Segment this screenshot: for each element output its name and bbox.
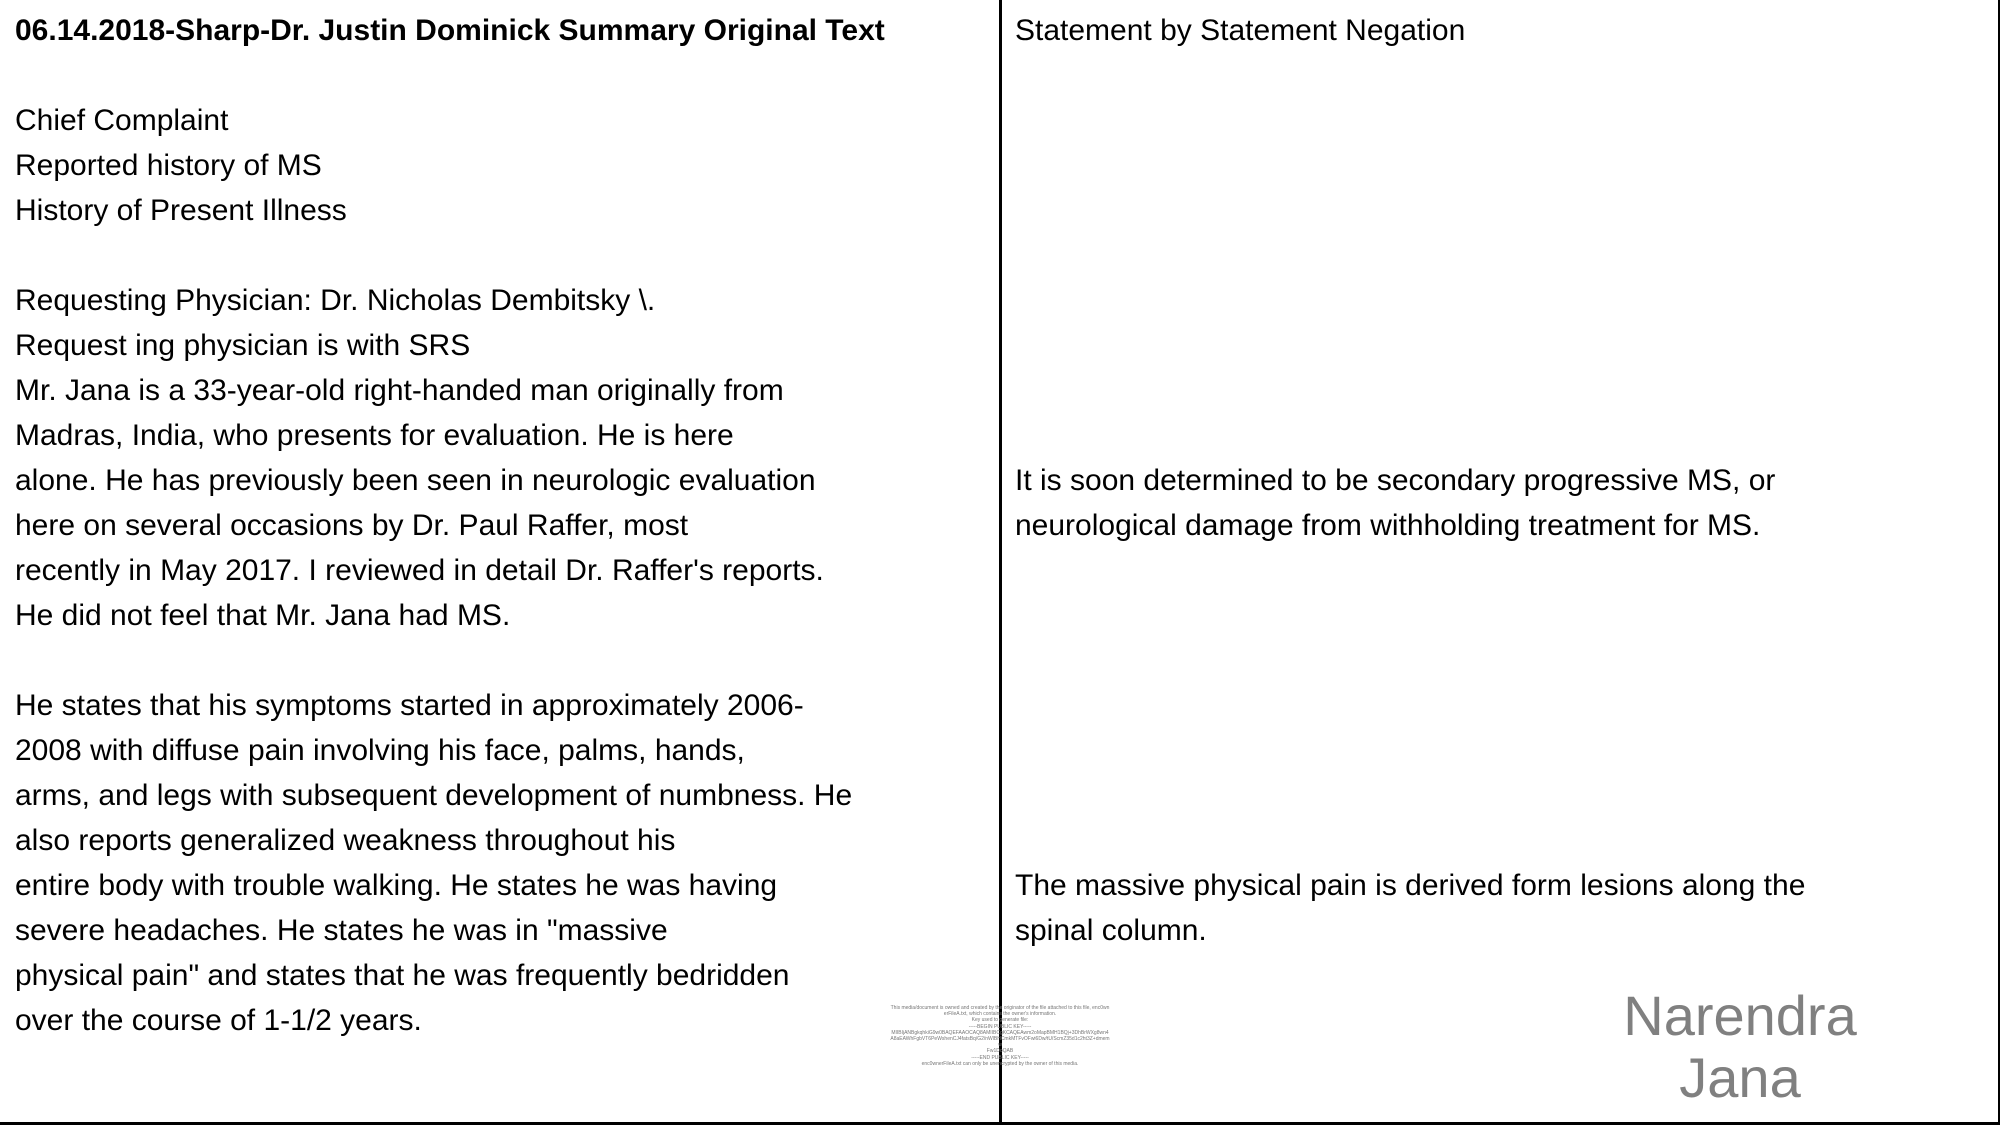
text-line: He states that his symptoms started in approximately 2006- — [15, 689, 804, 722]
text-line: also reports generalized weakness throughout his — [15, 824, 676, 857]
negation-column — [1015, 8, 1985, 953]
blank-line — [1015, 593, 1985, 638]
original-text-body — [15, 53, 990, 1043]
author-last-name: Jana — [1679, 1046, 1801, 1109]
blank-line — [15, 233, 990, 278]
author-name — [1610, 985, 1870, 1109]
watermark-line: -----END PUBLIC KEY----- — [971, 1054, 1029, 1061]
watermark-line: enc0wnerFileA.txt can only be unencrypted by the owner of this media. — [921, 1060, 1079, 1067]
blank-line — [1015, 413, 1985, 458]
blank-line — [1015, 53, 1985, 98]
original-text-column — [15, 8, 990, 1043]
blank-line — [1015, 143, 1985, 188]
blank-line — [1015, 773, 1985, 818]
original-text-title: 06.14.2018-Sharp-Dr. Justin Dominick Summary Original Text — [15, 14, 885, 47]
text-line: recently in May 2017. I reviewed in detail Dr. Raffer's reports. — [15, 554, 824, 587]
text-line: Chief Complaint — [15, 104, 229, 137]
text-line: arms, and legs with subsequent development of numbness. He — [15, 779, 853, 812]
text-line: Requesting Physician: Dr. Nicholas Dembitsky \. — [15, 284, 656, 317]
text-line: neurological damage from withholding treatment for MS. — [1015, 509, 1761, 542]
column-divider — [999, 0, 1002, 1125]
blank-line — [1015, 98, 1985, 143]
text-line: Mr. Jana is a 33-year-old right-handed man originally from — [15, 374, 784, 407]
text-line: entire body with trouble walking. He states he was having — [15, 869, 778, 902]
text-line: The massive physical pain is derived form lesions along the — [1015, 869, 1806, 902]
watermark-line: Key used to generate file: — [971, 1017, 1029, 1024]
blank-line — [1015, 638, 1985, 683]
author-first-name: Narendra — [1623, 984, 1857, 1047]
watermark-line: This media/document is owned and created by the originator of the file attached to this file, enc0wnerFileA.txt, which contains the owner's information. — [890, 1005, 1110, 1018]
watermark-line: Fw1DoQAB — [986, 1048, 1014, 1055]
blank-line — [1015, 728, 1985, 773]
blank-line — [1015, 323, 1985, 368]
text-line: spinal column. — [1015, 914, 1207, 947]
negation-title: Statement by Statement Negation — [1015, 14, 1466, 47]
text-line: over the course of 1-1/2 years. — [15, 1004, 422, 1037]
text-line: Madras, India, who presents for evaluation. He is here — [15, 419, 734, 452]
blank-line — [15, 53, 990, 98]
blank-line — [1015, 548, 1985, 593]
watermark-line: -----BEGIN PUBLIC KEY----- — [968, 1023, 1032, 1030]
blank-line — [1015, 188, 1985, 233]
text-line: History of Present Illness — [15, 194, 347, 227]
watermark-line: MIIBIjANBgkqhkiG9w0BAQEFAAOCAQ8AMIIBCgKCAQEAwm2oMapBMH1BQj+3DhBrWXg8wn4A8aEAWhFgbVT6PeWshenCJ4fatsBq/G2/nWlBHCmkMTFvOFwi6Dw/tU/ScmZ35d1c2ht3Z+dmemw — [890, 1029, 1110, 1049]
text-line: Request ing physician is with SRS — [15, 329, 471, 362]
blank-line — [1015, 368, 1985, 413]
text-line: physical pain" and states that he was frequently bedridden — [15, 959, 790, 992]
ownership-watermark — [890, 1005, 1110, 1067]
negation-body — [1015, 53, 1985, 953]
blank-line — [1015, 278, 1985, 323]
blank-line — [1015, 683, 1985, 728]
text-line: severe headaches. He states he was in "massive — [15, 914, 668, 947]
blank-line — [1015, 233, 1985, 278]
text-line: It is soon determined to be secondary progressive MS, or — [1015, 464, 1776, 497]
text-line: Reported history of MS — [15, 149, 322, 182]
blank-line — [15, 638, 990, 683]
blank-line — [1015, 818, 1985, 863]
text-line: 2008 with diffuse pain involving his face, palms, hands, — [15, 734, 745, 767]
text-line: here on several occasions by Dr. Paul Raffer, most — [15, 509, 689, 542]
text-line: alone. He has previously been seen in neurologic evaluation — [15, 464, 816, 497]
text-line: He did not feel that Mr. Jana had MS. — [15, 599, 511, 632]
